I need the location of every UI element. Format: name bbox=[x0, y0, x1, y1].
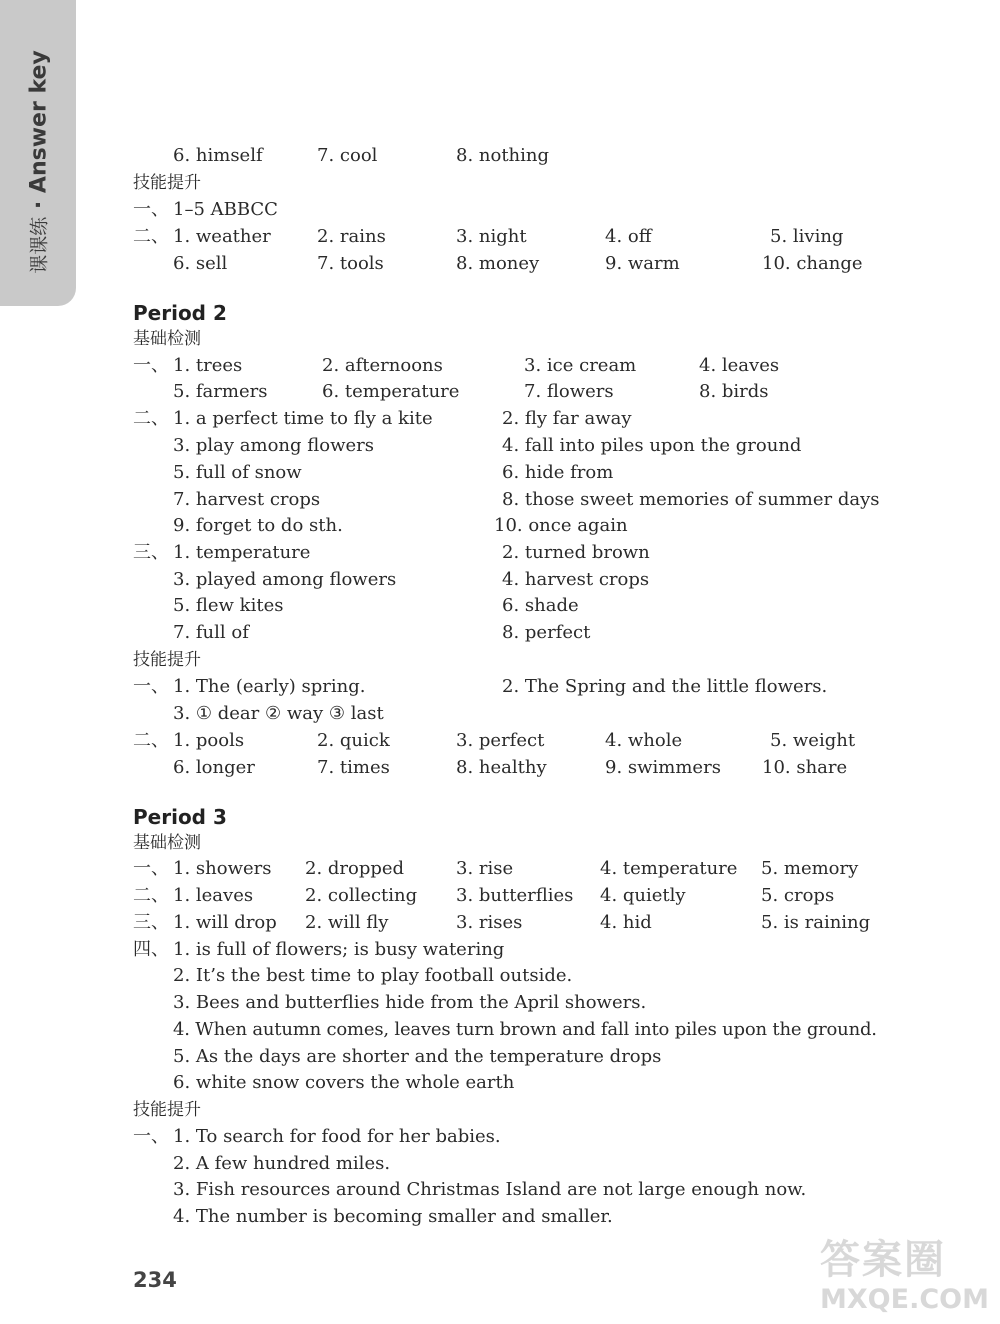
answer-row bbox=[0, 251, 1000, 277]
answer-item: 5. full of snow bbox=[173, 462, 302, 483]
answer-row bbox=[0, 513, 1000, 539]
answer-row bbox=[0, 1017, 1000, 1043]
answer-item: 2. The Spring and the little flowers. bbox=[502, 676, 828, 697]
answer-item: 8. perfect bbox=[502, 622, 591, 643]
answer-item: 6. hide from bbox=[502, 462, 614, 483]
answer-row bbox=[0, 1044, 1000, 1070]
answer-row bbox=[0, 593, 1000, 619]
answer-item: 1. is full of flowers; is busy watering bbox=[173, 939, 505, 960]
answer-row bbox=[0, 674, 1000, 700]
answer-item: 4. The number is becoming smaller and smaller. bbox=[173, 1206, 613, 1227]
answer-item: 8. healthy bbox=[456, 757, 547, 778]
answer-item: 5. flew kites bbox=[173, 595, 284, 616]
answer-item: 7. harvest crops bbox=[173, 489, 321, 510]
answer-row bbox=[0, 1204, 1000, 1230]
answer-item: 2. afternoons bbox=[322, 355, 443, 376]
answer-item: 6. sell bbox=[173, 253, 228, 274]
answer-item: 2. quick bbox=[317, 730, 390, 751]
answer-item: 1. a perfect time to fly a kite bbox=[173, 408, 433, 429]
answer-item: 6. temperature bbox=[322, 381, 460, 402]
answer-item: 3. rises bbox=[456, 912, 523, 933]
answer-item: 1–5 ABBCC bbox=[173, 199, 278, 220]
answer-row bbox=[0, 143, 1000, 169]
answer-item: 2. A few hundred miles. bbox=[173, 1153, 391, 1174]
answer-item: 8. nothing bbox=[456, 145, 550, 166]
answer-item: 2. rains bbox=[317, 226, 386, 247]
answer-item: 3. ① dear ② way ③ last bbox=[173, 703, 384, 724]
answer-item: 4. When autumn comes, leaves turn brown and fall into piles upon the ground. bbox=[173, 1019, 877, 1040]
answer-row bbox=[0, 728, 1000, 754]
answer-item: 2. will fly bbox=[305, 912, 389, 933]
answer-item: 1. The (early) spring. bbox=[173, 676, 366, 697]
part-label: 一、 bbox=[133, 676, 169, 697]
answer-row bbox=[0, 353, 1000, 379]
answer-item: 4. temperature bbox=[600, 858, 738, 879]
answer-row bbox=[0, 379, 1000, 405]
answer-key-label: 课课练 · Answer key bbox=[26, 50, 52, 274]
answer-item: 8. those sweet memories of summer days bbox=[502, 489, 880, 510]
answer-item: 3. butterflies bbox=[456, 885, 574, 906]
watermark-site: MXQE.COM bbox=[820, 1284, 989, 1315]
answer-row bbox=[0, 883, 1000, 909]
answer-item: 1. trees bbox=[173, 355, 243, 376]
period-heading: Period 2 bbox=[133, 301, 227, 325]
part-label: 三、 bbox=[133, 542, 169, 563]
answer-item: 10. change bbox=[762, 253, 863, 274]
answer-row bbox=[0, 224, 1000, 250]
part-label: 二、 bbox=[133, 730, 169, 751]
answer-row bbox=[0, 701, 1000, 727]
answer-row bbox=[0, 460, 1000, 486]
answer-item: 4. hid bbox=[600, 912, 652, 933]
answer-row bbox=[0, 1177, 1000, 1203]
answer-item: 5. farmers bbox=[173, 381, 268, 402]
part-label: 一、 bbox=[133, 1126, 169, 1147]
answer-row bbox=[0, 1070, 1000, 1096]
answer-item: 6. white snow covers the whole earth bbox=[173, 1072, 515, 1093]
answer-row bbox=[0, 856, 1000, 882]
answer-item: 3. played among flowers bbox=[173, 569, 397, 590]
answer-item: 3. Bees and butterflies hide from the April showers. bbox=[173, 992, 647, 1013]
answer-item: 7. full of bbox=[173, 622, 249, 643]
answer-row bbox=[0, 755, 1000, 781]
answer-row bbox=[0, 540, 1000, 566]
part-label: 二、 bbox=[133, 885, 169, 906]
watermark-logo: 答案圈 bbox=[820, 1237, 946, 1283]
answer-item: 5. As the days are shorter and the temperature drops bbox=[173, 1046, 662, 1067]
answer-item: 7. flowers bbox=[524, 381, 614, 402]
answer-item: 2. It’s the best time to play football outside. bbox=[173, 965, 573, 986]
answer-item: 2. dropped bbox=[305, 858, 405, 879]
answer-item: 3. rise bbox=[456, 858, 514, 879]
answer-item: 1. weather bbox=[173, 226, 271, 247]
answer-row bbox=[0, 620, 1000, 646]
answer-item: 1. pools bbox=[173, 730, 245, 751]
part-label: 四、 bbox=[133, 939, 169, 960]
answer-item: 2. turned brown bbox=[502, 542, 650, 563]
period-heading: Period 3 bbox=[133, 805, 227, 829]
answer-row bbox=[0, 433, 1000, 459]
page-number: 234 bbox=[133, 1268, 177, 1292]
answer-item: 6. shade bbox=[502, 595, 579, 616]
answer-item: 5. is raining bbox=[761, 912, 871, 933]
answer-row bbox=[0, 910, 1000, 936]
answer-item: 4. off bbox=[605, 226, 652, 247]
answer-item: 4. leaves bbox=[699, 355, 780, 376]
answer-row bbox=[0, 963, 1000, 989]
answer-item: 7. cool bbox=[317, 145, 378, 166]
section-heading: 技能提升 bbox=[133, 650, 201, 670]
answer-row bbox=[0, 990, 1000, 1016]
answer-row bbox=[0, 937, 1000, 963]
answer-item: 2. collecting bbox=[305, 885, 418, 906]
answer-item: 3. ice cream bbox=[524, 355, 637, 376]
answer-item: 3. play among flowers bbox=[173, 435, 375, 456]
answer-item: 3. perfect bbox=[456, 730, 545, 751]
section-heading: 基础检测 bbox=[133, 833, 201, 853]
answer-row bbox=[0, 487, 1000, 513]
answer-item: 8. birds bbox=[699, 381, 769, 402]
answer-row bbox=[0, 1151, 1000, 1177]
answer-item: 8. money bbox=[456, 253, 540, 274]
section-heading: 技能提升 bbox=[133, 173, 201, 193]
answer-item: 5. crops bbox=[761, 885, 835, 906]
answer-item: 4. harvest crops bbox=[502, 569, 650, 590]
answer-item: 5. weight bbox=[770, 730, 856, 751]
answer-item: 6. himself bbox=[173, 145, 263, 166]
part-label: 三、 bbox=[133, 912, 169, 933]
answer-item: 4. whole bbox=[605, 730, 683, 751]
part-label: 一、 bbox=[133, 858, 169, 879]
answer-item: 5. memory bbox=[761, 858, 859, 879]
answer-item: 2. fly far away bbox=[502, 408, 632, 429]
answer-item: 1. temperature bbox=[173, 542, 311, 563]
part-label: 二、 bbox=[133, 408, 169, 429]
answer-item: 10. once again bbox=[494, 515, 628, 536]
answer-item: 5. living bbox=[770, 226, 844, 247]
answer-item: 4. quietly bbox=[600, 885, 686, 906]
part-label: 一、 bbox=[133, 199, 169, 220]
answer-item: 7. tools bbox=[317, 253, 384, 274]
answer-item: 1. will drop bbox=[173, 912, 277, 933]
answer-item: 9. warm bbox=[605, 253, 680, 274]
answer-row bbox=[0, 1124, 1000, 1150]
answer-item: 3. Fish resources around Christmas Island are not large enough now. bbox=[173, 1179, 807, 1200]
part-label: 二、 bbox=[133, 226, 169, 247]
answer-item: 7. times bbox=[317, 757, 390, 778]
answer-row bbox=[0, 197, 1000, 223]
answer-item: 6. longer bbox=[173, 757, 255, 778]
answer-item: 1. showers bbox=[173, 858, 272, 879]
answer-item: 1. leaves bbox=[173, 885, 254, 906]
answer-item: 4. fall into piles upon the ground bbox=[502, 435, 802, 456]
answer-item: 9. swimmers bbox=[605, 757, 721, 778]
answer-row bbox=[0, 406, 1000, 432]
part-label: 一、 bbox=[133, 355, 169, 376]
section-heading: 技能提升 bbox=[133, 1100, 201, 1120]
answer-item: 1. To search for food for her babies. bbox=[173, 1126, 501, 1147]
answer-row bbox=[0, 567, 1000, 593]
answer-item: 3. night bbox=[456, 226, 527, 247]
answer-item: 10. share bbox=[762, 757, 848, 778]
answer-item: 9. forget to do sth. bbox=[173, 515, 343, 536]
section-heading: 基础检测 bbox=[133, 329, 201, 349]
